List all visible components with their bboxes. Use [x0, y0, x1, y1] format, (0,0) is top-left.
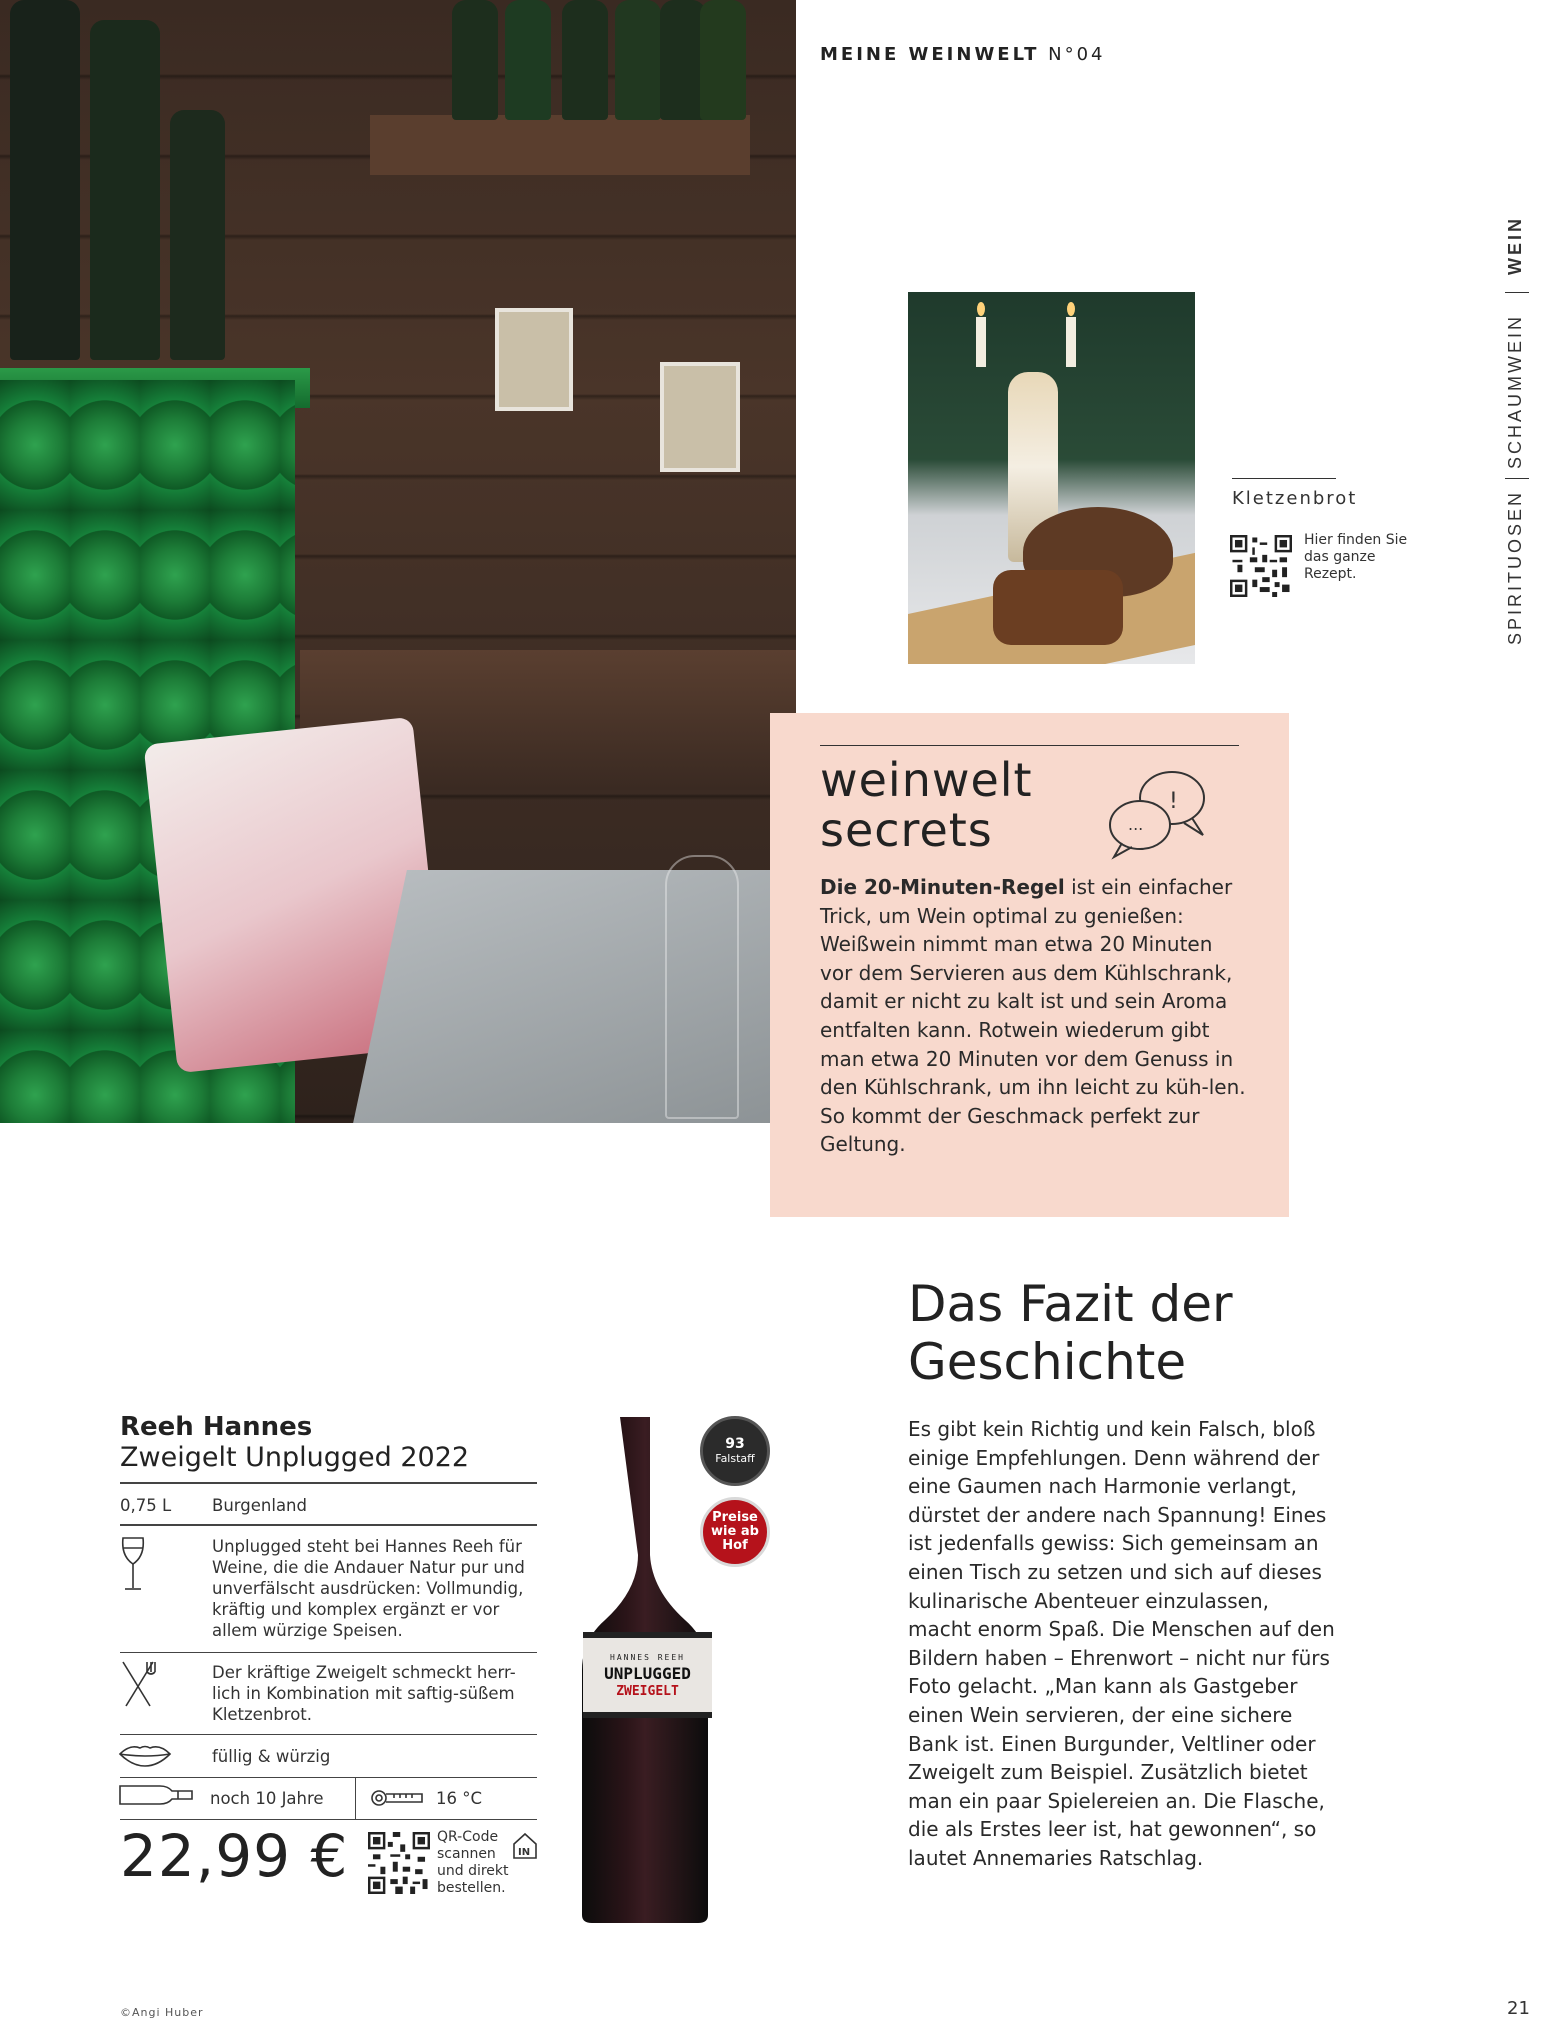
series-number: N°04	[1048, 44, 1106, 65]
secrets-rule-name: Die 20-Minuten-Regel	[820, 875, 1065, 899]
product-taste: füllig & würzig	[212, 1747, 331, 1766]
caption-rule	[1232, 478, 1336, 479]
product-name: Zweigelt Unplugged 2022	[120, 1442, 470, 1473]
divider	[120, 1734, 537, 1735]
product-price: 22,99 €	[120, 1822, 349, 1890]
falstaff-score-badge: 93 Falstaff	[700, 1416, 770, 1486]
bottle-label-variety: ZWEIGELT	[616, 1684, 679, 1699]
divider	[120, 1482, 537, 1484]
product-pairing: Der kräftige Zweigelt schmeckt herr-lich in Kombination mit saftig-süßem Kletzenbrot.	[212, 1663, 516, 1724]
product-region: Burgenland	[212, 1496, 307, 1515]
secrets-title: weinwelt secrets	[820, 753, 1033, 857]
divider	[120, 1652, 537, 1653]
page-number: 21	[1507, 1998, 1530, 2019]
photo-credit: ©Angi Huber	[120, 2006, 204, 2019]
order-qr-code[interactable]	[368, 1832, 430, 1894]
in-logo-icon	[512, 1832, 538, 1860]
photo-caption: Kletzenbrot	[1232, 488, 1358, 509]
secrets-body: Die 20-Minuten-Regel ist ein einfacher Trick, um Wein optimal zu genießen: Weißwein nimmt man etwa 20 Minuten vor dem Servieren aus dem Kühlschrank, damit er nicht zu kalt ist und sein Aroma entfalten kann. Rotwein wiederum gibt man etwa 20 Minuten vor dem Genuss in den Kühlschrank, um ihn leicht zu küh-len. So kommt der Geschmack perfekt zur Geltung.	[820, 875, 1246, 1157]
speech-bubbles-icon	[1108, 763, 1218, 863]
order-qr-hint: QR-Code scannen und direkt bestellen.	[437, 1829, 509, 1896]
product-description: Unplugged steht bei Hannes Reeh für Weine, die die Andauer Natur pur und unverfälscht ausdrücken: Vollmundig, kräftig und komplex ergänzt er vor allem würzige Speisen.	[212, 1537, 525, 1640]
bottle-icon	[118, 1784, 194, 1806]
svg-text:IN: IN	[518, 1847, 531, 1858]
nav-item-schaumwein[interactable]: SCHAUMWEIN	[1505, 314, 1525, 470]
product-temperature: 16 °C	[436, 1789, 483, 1808]
cutlery-icon	[120, 1660, 156, 1708]
nav-item-wein[interactable]: WEIN	[1505, 216, 1525, 276]
series-header	[820, 44, 1105, 65]
thermometer-icon	[370, 1788, 424, 1808]
divider	[355, 1777, 356, 1819]
product-producer: Reeh Hannes	[120, 1412, 313, 1442]
weinwelt-secrets-box	[770, 713, 1289, 1217]
fazit-heading: Das Fazit der Geschichte	[908, 1275, 1233, 1391]
bottle-label-title: UNPLUGGED	[604, 1664, 691, 1683]
divider	[120, 1819, 537, 1820]
divider	[120, 1524, 537, 1526]
kletzenbrot-photo	[908, 292, 1195, 664]
bottle-label-producer: HANNES REEH	[610, 1653, 685, 1662]
svg-text:!: !	[1169, 789, 1178, 814]
recipe-qr-hint: Hier finden Sie das ganze Rezept.	[1304, 532, 1408, 582]
hero-photo	[0, 0, 796, 1123]
divider	[120, 1777, 537, 1778]
category-nav	[1505, 215, 1535, 645]
prices-badge: Preise wie ab Hof	[700, 1497, 770, 1567]
series-title: MEINE WEINWELT	[820, 44, 1040, 65]
fazit-body: Es gibt kein Richtig und kein Falsch, bloß einige Empfehlungen. Denn während der eine Gaumen nach Harmonie verlangt, dürstet der andere nach Spannung! Eines ist jedenfalls gewiss: Sich gemeinsam an einen Tisch zu setzen und sich auf dieses kulinarische Abenteuer einzulassen, macht enorm Spaß. Die Menschen auf den Bildern haben – Ehrenwort – nicht nur fürs Foto gelacht. „Man kann als Gastgeber einen Wein servieren, der eine sichere Bank ist. Einen Burgunder, Veltliner oder Zweigelt zum Beispiel. Zusätzlich bietet man ein paar Spielereien an. Die Flasche, die als Erstes leer ist, hat gewonnen“, so lautet Annemaries Ratschlag.	[908, 1417, 1335, 1870]
recipe-qr-code[interactable]	[1230, 535, 1292, 597]
secrets-rule	[820, 745, 1239, 746]
wine-glass-icon	[120, 1536, 146, 1592]
product-storage: noch 10 Jahre	[210, 1789, 324, 1808]
lips-icon	[118, 1742, 172, 1768]
product-volume: 0,75 L	[120, 1496, 172, 1515]
svg-text:...: ...	[1128, 815, 1144, 834]
nav-item-spirituosen[interactable]: SPIRITUOSEN	[1505, 489, 1525, 645]
